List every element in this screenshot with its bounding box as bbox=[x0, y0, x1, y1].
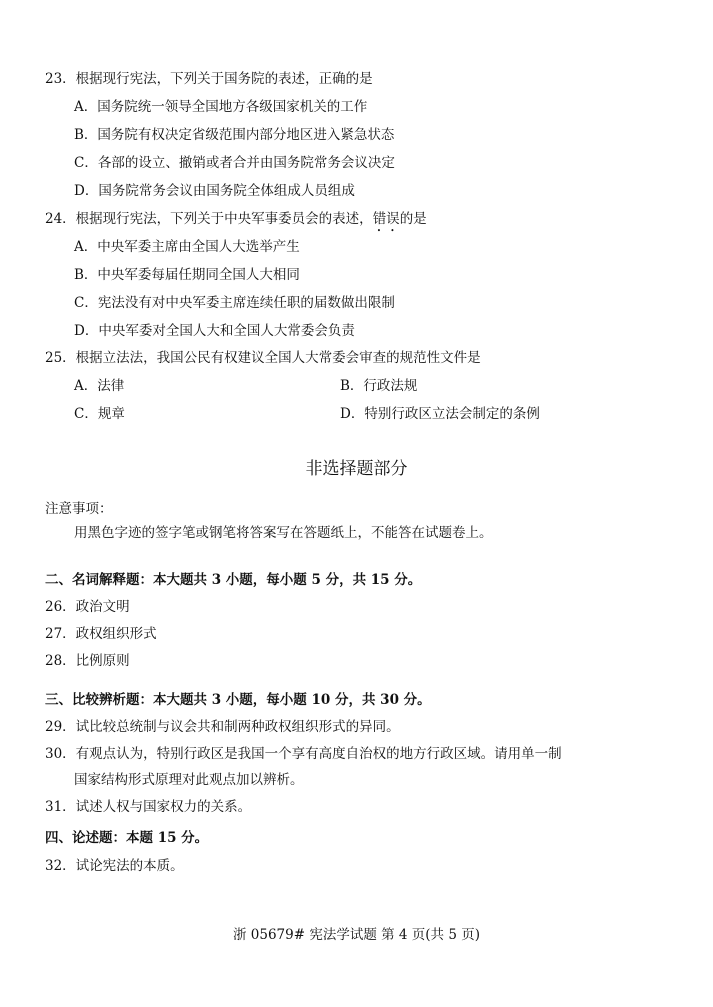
question-25-option-b: B．行政法规 bbox=[340, 378, 418, 394]
question-32: 32．试论宪法的本质。 bbox=[45, 858, 184, 874]
section-title: 非选择题部分 bbox=[305, 459, 408, 479]
question-24-stem bbox=[45, 210, 427, 235]
question-24-option-c: C．宪法没有对中央军委主席连续任职的届数做出限制 bbox=[74, 295, 395, 311]
question-25-option-a: A．法律 bbox=[74, 378, 125, 394]
question-24-stem-suffix: 的是 bbox=[399, 211, 427, 227]
question-23-option-d: D．国务院常务会议由国务院全体组成人员组成 bbox=[74, 183, 355, 199]
question-24-option-a: A．中央军委主席由全国人大选举产生 bbox=[74, 239, 300, 255]
question-23-option-c: C．各部的设立、撤销或者合并由国务院常务会议决定 bbox=[74, 155, 395, 171]
part4-heading: 四、论述题：本题 15 分。 bbox=[45, 830, 209, 846]
question-24-stem-prefix: 24．根据现行宪法，下列关于中央军事委员会的表述， bbox=[45, 211, 373, 227]
question-27: 27．政权组织形式 bbox=[45, 626, 157, 642]
notice-heading: 注意事项： bbox=[45, 501, 113, 517]
question-24-option-b: B．中央军委每届任期同全国人大相同 bbox=[74, 267, 300, 283]
page-footer: 浙 05679# 宪法学试题 第 4 页(共 5 页) bbox=[232, 927, 480, 943]
question-23-stem: 23．根据现行宪法，下列关于国务院的表述，正确的是 bbox=[45, 71, 373, 87]
question-24-stem-emphasis: 错误 bbox=[372, 211, 400, 227]
question-29: 29．试比较总统制与议会共和制两种政权组织形式的异同。 bbox=[45, 719, 400, 735]
question-31: 31．试述人权与国家权力的关系。 bbox=[45, 799, 252, 815]
question-30-line-1: 30．有观点认为，特别行政区是我国一个享有高度自治权的地方行政区域。请用单一制 bbox=[45, 746, 562, 762]
question-25-option-c: C．规章 bbox=[74, 406, 125, 422]
question-23-option-a: A．国务院统一领导全国地方各级国家机关的工作 bbox=[74, 99, 368, 115]
question-28: 28．比例原则 bbox=[45, 653, 130, 669]
question-24-option-d: D．中央军委对全国人大和全国人大常委会负责 bbox=[74, 323, 355, 339]
question-25-stem: 25．根据立法法，我国公民有权建议全国人大常委会审查的规范性文件是 bbox=[45, 350, 481, 366]
notice-body: 用黑色字迹的签字笔或钢笔将答案写在答题纸上，不能答在试题卷上。 bbox=[74, 525, 493, 541]
question-25-option-d: D．特别行政区立法会制定的条例 bbox=[340, 406, 540, 422]
question-26: 26．政治文明 bbox=[45, 599, 130, 615]
part2-heading: 二、名词解释题：本大题共 3 小题，每小题 5 分，共 15 分。 bbox=[45, 572, 422, 588]
question-30-line-2: 国家结构形式原理对此观点加以辨析。 bbox=[74, 772, 304, 788]
question-23-option-b: B．国务院有权决定省级范围内部分地区进入紧急状态 bbox=[74, 127, 395, 143]
part3-heading: 三、比较辨析题：本大题共 3 小题，每小题 10 分，共 30 分。 bbox=[45, 692, 431, 708]
